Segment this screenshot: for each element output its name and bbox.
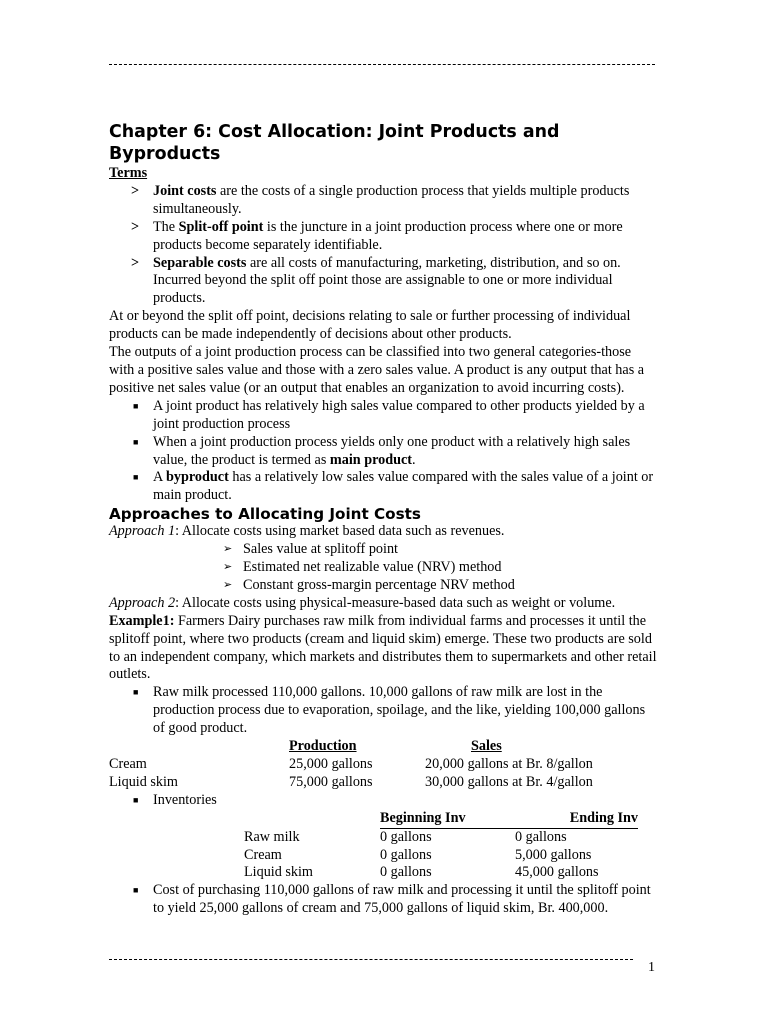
list-item: ■ A joint product has relatively high sales value compared to other products yielded by a joint production process — [133, 397, 645, 432]
term-item: > The Split-off point is the juncture in a joint production process where one or more products become separately identifiable. — [131, 218, 623, 253]
paragraph-output-categories: The outputs of a joint production process can be classified into two general categories-those with a positive sales value and those with a zero sales value. A product is any output that has a positive net sales value (or an output that enables an organization to avoid incurring costs). — [109, 344, 645, 396]
list-item: ■ When a joint production process yields only one product with a relatively high sales value, the product is termed as main product. — [133, 433, 631, 468]
term-item: > Separable costs are all costs of manufacturing, marketing, distribution, and so on. Incurred beyond the split off point those are assignable to one or more individual products. — [131, 254, 621, 307]
table-row: Liquid skim 75,000 gallons 30,000 gallons at Br. 4/gallon — [109, 773, 593, 790]
example-1: Example1: Farmers Dairy purchases raw milk from individual farms and processes it until the splitoff point, where two products (cream and liquid skim) emerge. These two products are sold to an independent company, which markets and distributes them to supermarkets and other retail outlets. — [109, 612, 657, 683]
table-header: Beginning Inv Ending Inv — [380, 810, 638, 829]
cost-list — [109, 882, 657, 918]
section-heading-approaches: Approaches to Allocating Joint Costs — [109, 505, 421, 524]
table-row: Cream 0 gallons 5,000 gallons — [244, 846, 592, 863]
approach-1: Approach 1: Allocate costs using market based data such as revenues. — [109, 523, 505, 540]
product-types-list — [109, 398, 657, 505]
approach-1-methods — [109, 541, 657, 595]
production-sales-table — [109, 738, 657, 792]
chapter-title: Chapter 6: Cost Allocation: Joint Products and Byproducts — [109, 122, 560, 164]
table-row: Cream 25,000 gallons 20,000 gallons at Br. 8/gallon — [109, 756, 593, 772]
table-row: Liquid skim 0 gallons 45,000 gallons — [244, 864, 599, 881]
raw-milk-list — [109, 684, 657, 738]
method-item: ➢ Estimated net realizable value (NRV) method — [223, 559, 502, 576]
table-row: Raw milk 0 gallons 0 gallons — [244, 828, 567, 845]
table-header: Production Sales — [289, 738, 502, 755]
list-item: ■ Cost of purchasing 110,000 gallons of raw milk and processing it until the splitoff point to yield 25,000 gallons of cream and 75,000 gallons of liquid skim, Br. 400,000. — [133, 882, 651, 917]
page-content — [109, 121, 657, 918]
list-item: ■ Inventories — [133, 791, 217, 808]
footer-dashed-rule — [109, 959, 633, 960]
inventories-list — [109, 792, 657, 810]
terms-list — [109, 183, 657, 308]
method-item: ➢ Sales value at splitoff point — [223, 541, 398, 558]
list-item: ■ Raw milk processed 110,000 gallons. 10,000 gallons of raw milk are lost in the production process due to evaporation, spoilage, and the like, yielding 100,000 gallons of good product. — [133, 684, 646, 737]
terms-heading: Terms — [109, 165, 148, 181]
paragraph-splitoff-decisions: At or beyond the split off point, decisions relating to sale or further processing of individual products can be made independently of decisions about other products. — [109, 308, 631, 343]
method-item: ➢ Constant gross-margin percentage NRV method — [223, 576, 515, 593]
list-item: ■ A byproduct has a relatively low sales value compared with the sales value of a joint or main product. — [133, 469, 654, 504]
page-number: 1 — [648, 960, 655, 975]
approach-2: Approach 2: Allocate costs using physical-measure-based data such as weight or volume. — [109, 594, 616, 611]
inventory-table — [109, 810, 657, 883]
header-dashed-rule — [109, 64, 655, 65]
term-item: > Joint costs are the costs of a single production process that yields multiple products simultaneously. — [131, 182, 630, 217]
